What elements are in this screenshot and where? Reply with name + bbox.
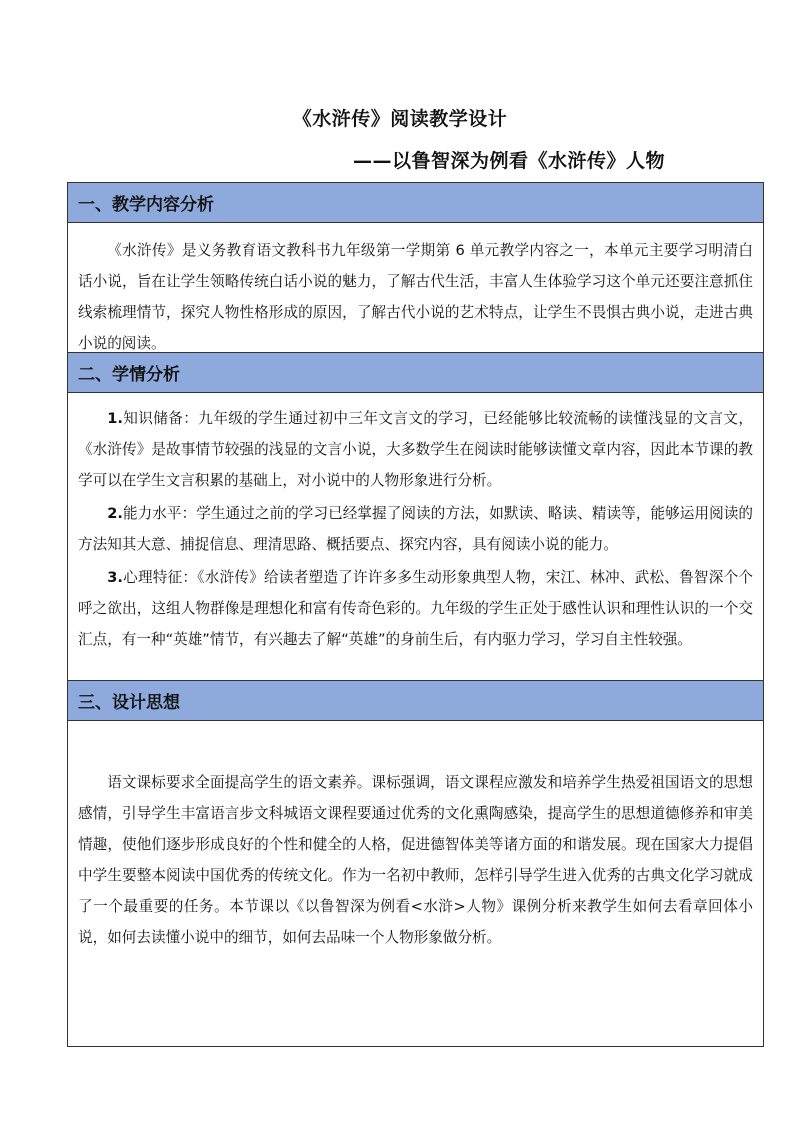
list-item <box>78 403 753 496</box>
section-heading-student-analysis: 二、学情分析 <box>68 353 763 393</box>
section-heading-content-analysis: 一、教学内容分析 <box>68 183 763 223</box>
paragraph: 语文课标要求全面提高学生的语文素养。课标强调，语文课程应激发和培养学生热爱祖国语文的思想感情，引导学生丰富语言步文科城语文课程要通过优秀的文化熏陶感染，提高学生的思想道德修养和审美情趣，使他们逐步形成良好的个性和健全的人格，促进德智体美等诸方面的和谐发展。现在国家大力提倡中学生要整本阅读中国优秀的传统文化。作为一名初中教师，怎样引导学生进入优秀的古典文化学习就成了一个最重要的任务。本节课以《以鲁智深为例看<水浒>人物》课例分析来教学生如何去看章回体小说，如何去读懂小说中的细节，如何去品味一个人物形象做分析。 <box>78 774 753 946</box>
item-number: 3. <box>107 569 123 586</box>
list-item <box>78 498 753 560</box>
list-item <box>78 562 753 655</box>
section-body-design-ideas <box>68 721 763 1046</box>
item-text: 心理特征：《水浒传》给读者塑造了许许多多生动形象典型人物，宋江、林冲、武松、鲁智深个个呼之欲出，这组人物群像是理想化和富有传奇色彩的。九年级的学生正处于感性认识和理性认识的一个交汇点，有一种“英雄”情节，有兴趣去了解“英雄”的身前生后，有内驱力学习，学习自主性较强。 <box>78 569 753 648</box>
item-text: 能力水平：学生通过之前的学习已经掌握了阅读的方法，如默读、略读、精读等，能够运用阅读的方法知其大意、捕捉信息、理清思路、概括要点、探究内容，具有阅读小说的能力。 <box>78 505 753 553</box>
paragraph: 《水浒传》是义务教育语文教科书九年级第一学期第 6 单元教学内容之一，本单元主要学习明清白话小说，旨在让学生领略传统白话小说的魅力，了解古代生活，丰富人生体验学习这个单元还要注意抓住线索梳理情节，探究人物性格形成的原因，了解古代小说的艺术特点，让学生不畏惧古典小说，走进古典小说的阅读。 <box>78 242 753 352</box>
lesson-plan-table <box>67 182 764 1047</box>
item-number: 2. <box>107 505 123 522</box>
document-title: 《水浒传》阅读教学设计 <box>292 108 508 130</box>
item-number: 1. <box>107 410 123 427</box>
section-heading-design-ideas: 三、设计思想 <box>68 681 763 721</box>
section-body-student-analysis <box>68 393 763 681</box>
document-subtitle: ——以鲁智深为例看《水浒传》人物 <box>352 150 665 172</box>
section-body-content-analysis <box>68 223 763 353</box>
item-text: 知识储备：九年级的学生通过初中三年文言文的学习，已经能够比较流畅的读懂浅显的文言文，《水浒传》是故事情节较强的浅显的文言小说，大多数学生在阅读时能够读懂文章内容，因此本节课的教学可以在学生文言积累的基础上，对小说中的人物形象进行分析。 <box>78 410 753 489</box>
